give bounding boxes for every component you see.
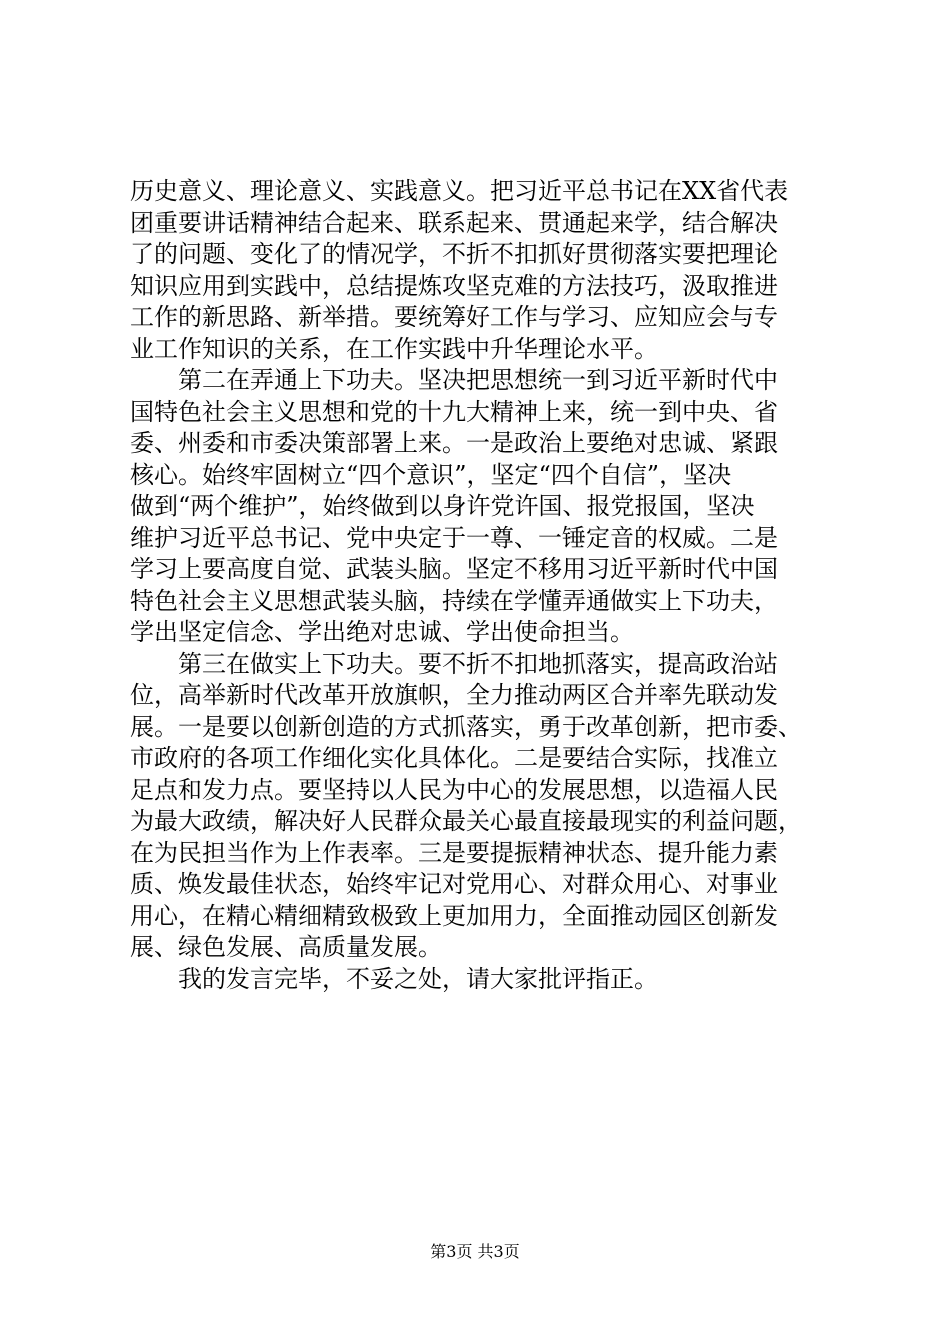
text-line: 用心，在精心精细精致极致上更加用力，全面推动园区创新发	[130, 901, 778, 930]
text-line: 第二在弄通上下功夫。坚决把思想统一到习近平新时代中	[130, 366, 778, 394]
text-line: 展。一是要以创新创造的方式抓落实，勇于改革创新，把市委、	[130, 712, 802, 741]
text-line: 市政府的各项工作细化实化具体化。二是要结合实际，找准立	[130, 744, 778, 772]
text-line: 足点和发力点。要坚持以人民为中心的发展思想，以造福人民	[130, 775, 778, 804]
text-line: 做到“两个维护”，始终做到以身许党许国、报党报国，坚决	[130, 492, 755, 520]
text-line: 特色社会主义思想武装头脑，持续在学懂弄通做实上下功夫，	[130, 586, 778, 615]
text-line: 我的发言完毕，不妥之处，请大家批评指正。	[130, 964, 658, 993]
page-number: 第3页 共3页	[430, 1242, 520, 1261]
text-line: 位，高举新时代改革开放旗帜，全力推动两区合并率先联动发	[130, 681, 778, 709]
text-line: 学出坚定信念、学出绝对忠诚、学出使命担当。	[130, 618, 634, 646]
page-footer	[0, 1242, 950, 1262]
text-line: 业工作知识的关系，在工作实践中升华理论水平。	[130, 334, 658, 363]
text-line: 展、绿色发展、高质量发展。	[130, 933, 442, 961]
document-body	[130, 176, 830, 995]
text-line: 学习上要高度自觉、武装头脑。坚定不移用习近平新时代中国	[130, 555, 778, 583]
text-line: 质、焕发最佳状态，始终牢记对党用心、对群众用心、对事业	[130, 870, 778, 898]
text-line: 在为民担当作为上作表率。三是要提振精神状态、提升能力素	[130, 838, 778, 867]
text-line: 为最大政绩，解决好人民群众最关心最直接最现实的利益问题，	[130, 807, 802, 835]
text-line: 了的问题、变化了的情况学，不折不扣抓好贯彻落实要把理论	[130, 240, 778, 268]
text-line: 团重要讲话精神结合起来、联系起来、贯通起来学，结合解决	[130, 208, 778, 237]
text-line: 国特色社会主义思想和党的十九大精神上来，统一到中央、省	[130, 397, 778, 426]
text-line: 核心。始终牢固树立“四个意识”，坚定“四个自信”，坚决	[130, 460, 732, 489]
text-line: 维护习近平总书记、党中央定于一尊、一锤定音的权威。二是	[130, 523, 778, 552]
text-line: 委、州委和市委决策部署上来。一是政治上要绝对忠诚、紧跟	[130, 429, 778, 457]
text-line: 历史意义、理论意义、实践意义。把习近平总书记在XX省代表	[130, 177, 789, 205]
text-line: 知识应用到实践中，总结提炼攻坚克难的方法技巧，汲取推进	[130, 271, 778, 300]
text-line: 工作的新思路、新举措。要统筹好工作与学习、应知应会与专	[130, 303, 778, 331]
text-line: 第三在做实上下功夫。要不折不扣地抓落实，提高政治站	[130, 649, 778, 678]
